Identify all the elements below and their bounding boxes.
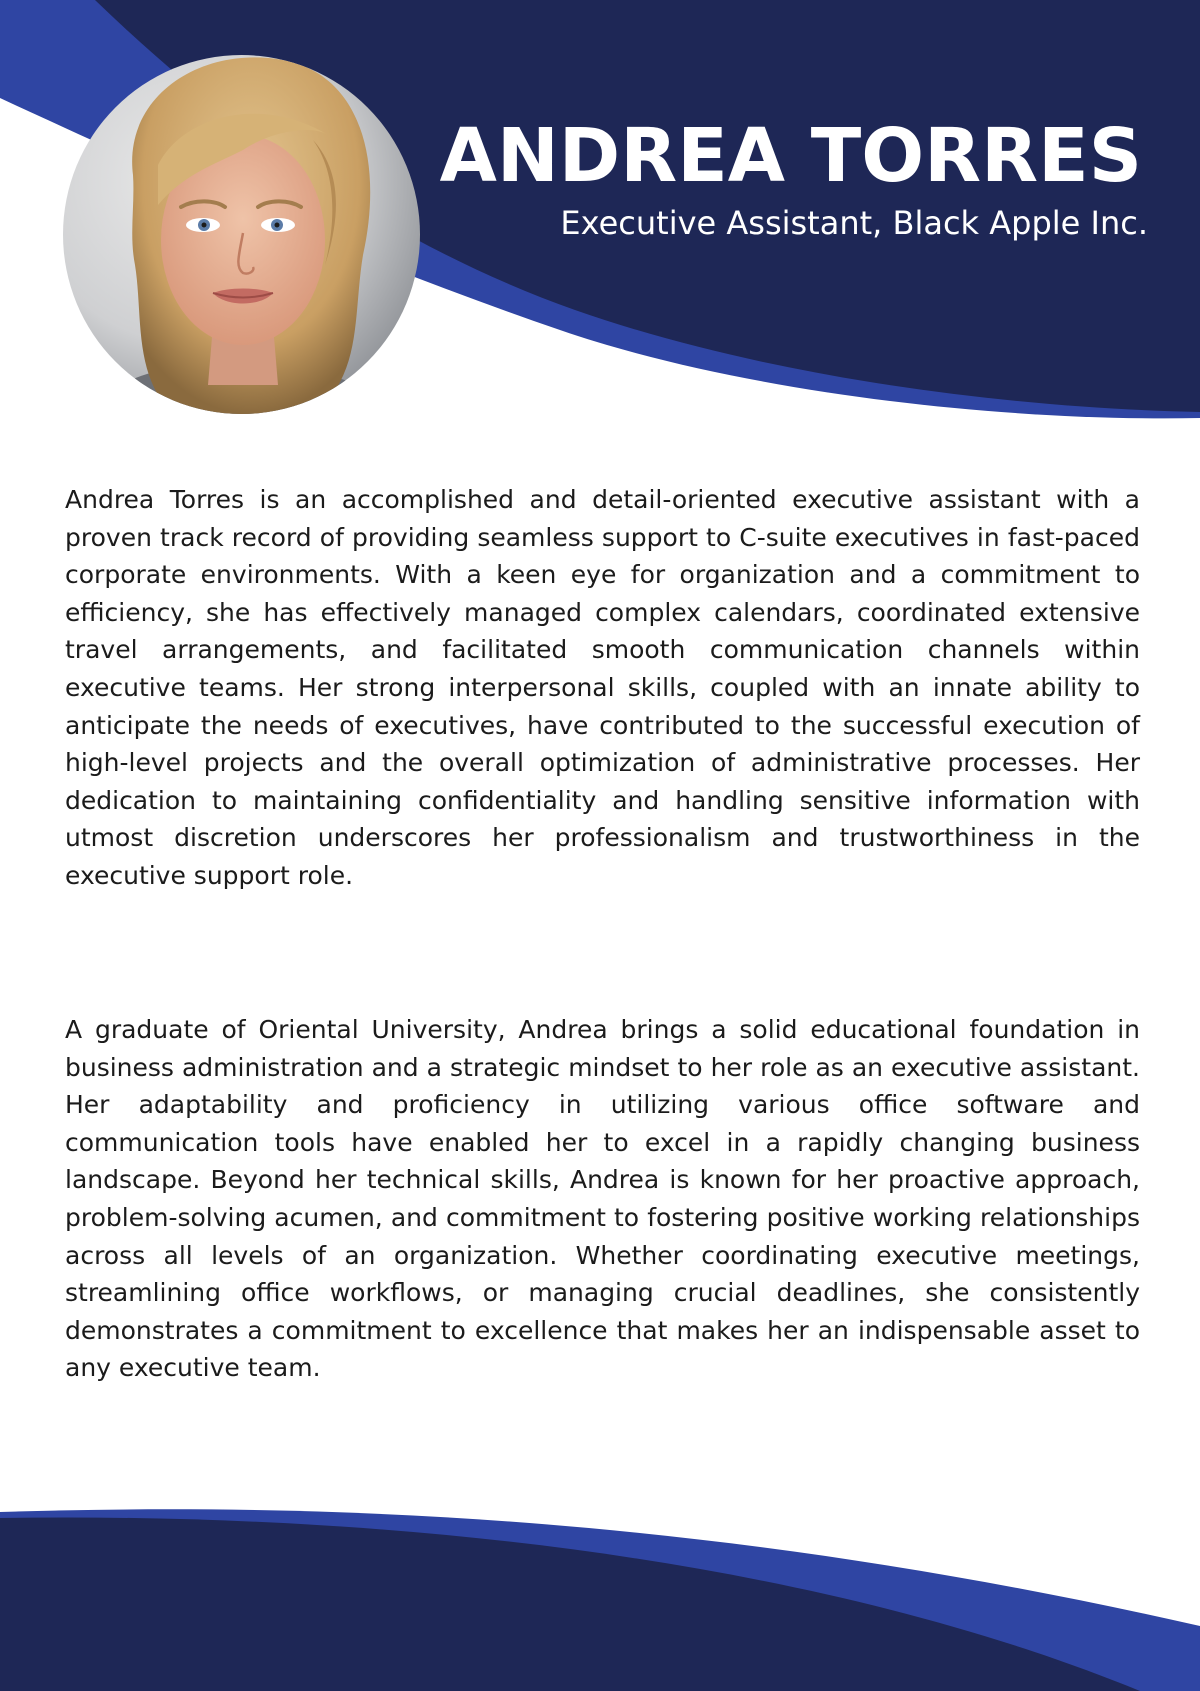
bio-paragraph-1: Andrea Torres is an accomplished and detail-oriented executive assistant with a proven track record of providing seamless support to C-suite executives in fast-paced corporate environments. With a keen eye for organization and a commitment to efficiency, she has effectively managed complex calendars, coordinated extensive travel arrangements, and facilitated smooth communication channels within executive teams. Her strong interpersonal skills, coupled with an innate ability to anticipate the needs of executives, have contributed to the successful execution of high-level projects and the overall optimization of administrative processes. Her dedication to maintaining confidentiality and handling sensitive information with utmost discretion underscores her professionalism and trustworthiness in the executive support role.: [65, 485, 1140, 890]
portrait-photo: [63, 55, 420, 414]
job-title: Executive Assistant, Black Apple Inc.: [560, 204, 1148, 242]
person-name: ANDREA TORRES: [439, 113, 1142, 199]
bio-paragraph-2: A graduate of Oriental University, Andrea brings a solid educational foundation in business administration and a strategic mindset to her role as an executive assistant. Her adaptability and proficiency in utilizing various office software and communication tools have enabled her to excel in a rapidly changing business landscape. Beyond her technical skills, Andrea is known for her proactive approach, problem-solving acumen, and commitment to fostering positive working relationships across all levels of an organization. Whether coordinating executive meetings, streamlining office workflows, or managing crucial deadlines, she consistently demonstrates a commitment to excellence that makes her an indispensable asset to any executive team.: [65, 1015, 1140, 1383]
